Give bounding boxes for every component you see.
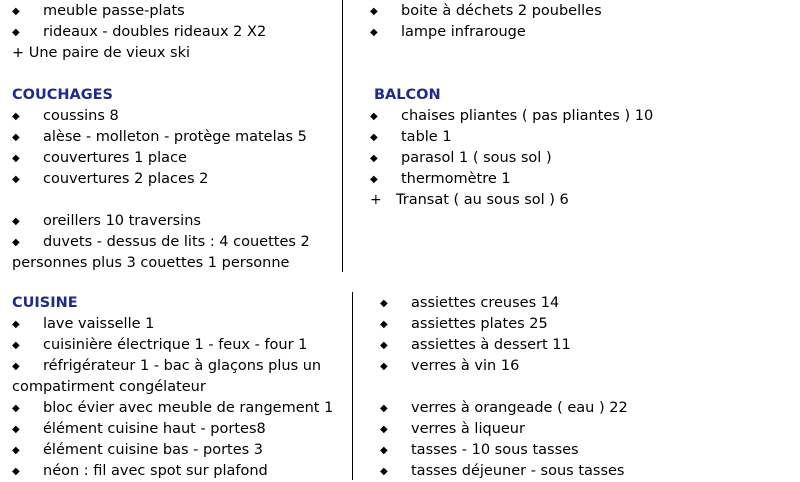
bullet-icon: ◆ (12, 153, 20, 164)
bullet-icon: ◆ (12, 111, 20, 122)
bullet-icon: ◆ (12, 132, 20, 143)
bullet-icon: ◆ (12, 340, 20, 351)
bullet-icon: ◆ (380, 340, 388, 351)
bullet-icon: ◆ (380, 445, 388, 456)
bullet-icon: ◆ (12, 27, 20, 38)
plus-icon: + (370, 192, 382, 208)
column-divider-bottom (352, 292, 353, 480)
bullet-icon: ◆ (12, 6, 20, 17)
bullet-icon: ◆ (380, 298, 388, 309)
bullet-icon: ◆ (12, 174, 20, 185)
bullet-icon: ◆ (370, 174, 378, 185)
bullet-icon: ◆ (370, 6, 378, 17)
section-heading: CUISINE (12, 295, 78, 311)
bullet-icon: ◆ (370, 153, 378, 164)
section-heading: COUCHAGES (12, 87, 113, 103)
bullet-icon: ◆ (380, 403, 388, 414)
bullet-icon: ◆ (380, 319, 388, 330)
bullet-icon: ◆ (12, 424, 20, 435)
bullet-icon: ◆ (12, 403, 20, 414)
column-divider-top (342, 0, 343, 272)
bullet-icon: ◆ (380, 361, 388, 372)
section-heading: BALCON (374, 87, 441, 103)
bullet-icon: ◆ (370, 27, 378, 38)
bullet-icon: ◆ (12, 466, 20, 477)
bullet-icon: ◆ (12, 319, 20, 330)
bullet-icon: ◆ (370, 132, 378, 143)
bullet-icon: ◆ (12, 216, 20, 227)
bullet-icon: ◆ (12, 237, 20, 248)
bullet-icon: ◆ (12, 445, 20, 456)
bullet-icon: ◆ (380, 424, 388, 435)
bullet-icon: ◆ (380, 466, 388, 477)
bullet-icon: ◆ (370, 111, 378, 122)
bullet-icon: ◆ (12, 361, 20, 372)
